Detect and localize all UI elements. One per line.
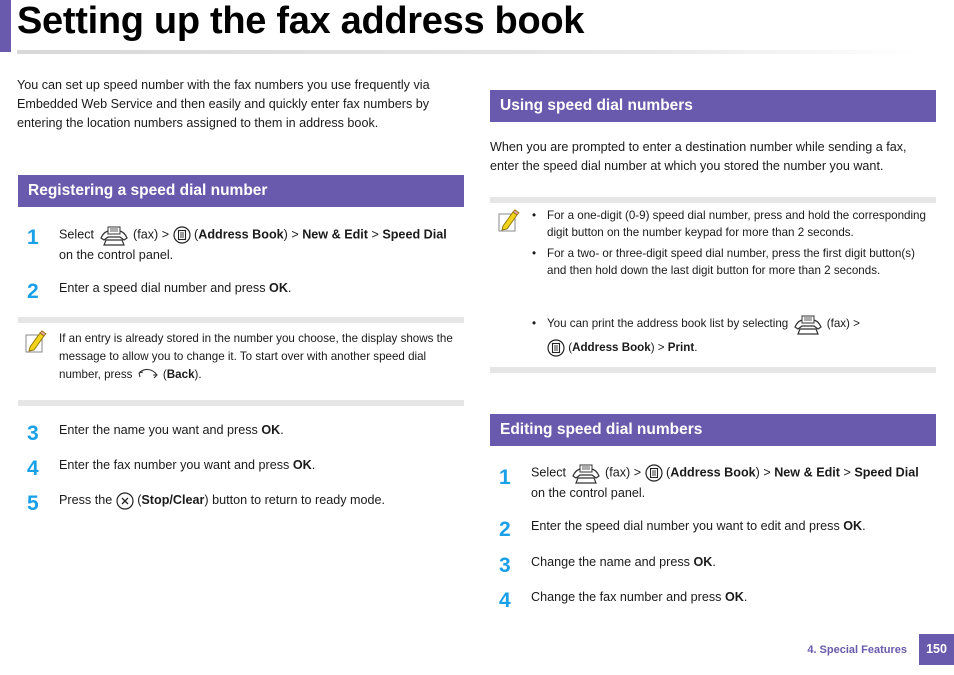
- using-paragraph: When you are prompted to enter a destination number while sending a fax, enter the speed dial number at which you stored the number you want.: [490, 140, 907, 173]
- using-bullet-list: [532, 207, 936, 283]
- list-item: • For a two- or three-digit speed dial number, press the first digit button(s) and then hold down the last digit button for more than 2 seconds.: [532, 245, 936, 279]
- address-book-icon: [173, 226, 191, 244]
- step-number: 1: [27, 226, 39, 249]
- edit-step-1-text: Select (fax) > (Address Book) > New & Edit > Speed Dial on the control panel.: [531, 462, 936, 502]
- fax-icon: [570, 462, 602, 484]
- section-header-editing: Editing speed dial numbers: [490, 414, 936, 446]
- edit-step-4-text: Change the fax number and press OK.: [531, 590, 748, 604]
- footer-chapter-label: 4. Special Features: [807, 644, 907, 656]
- edit-step-2-text: Enter the speed dial number you want to edit and press OK.: [531, 519, 866, 533]
- step-number: 2: [27, 280, 39, 303]
- print-bullet-list: [532, 312, 936, 364]
- page-title: Setting up the fax address book: [17, 0, 585, 42]
- edit-step-3-text: Change the name and press OK.: [531, 555, 716, 569]
- register-note-text: If an entry is already stored in the number you choose, the display shows the message to allow you to change it. To start over with another speed dial number, press (Back).: [59, 332, 453, 381]
- address-book-icon: [547, 339, 565, 357]
- register-step-2-text: Enter a speed dial number and press OK.: [59, 281, 292, 295]
- page-number-badge: 150: [919, 634, 954, 665]
- section-header-registering: Registering a speed dial number: [18, 175, 464, 207]
- register-step-3-text: Enter the name you want and press OK.: [59, 423, 284, 437]
- register-step-1-text: Select (fax) > (Address Book) > New & Edit > Speed Dial on the control panel.: [59, 224, 464, 264]
- step-number: 4: [499, 589, 511, 612]
- title-divider: [17, 50, 917, 54]
- list-item: • For a one-digit (0-9) speed dial number, press and hold the corresponding digit button on the number keypad for more than 2 seconds.: [532, 207, 936, 241]
- step-number: 2: [499, 518, 511, 541]
- fax-icon: [792, 313, 824, 335]
- section-header-using: Using speed dial numbers: [490, 90, 936, 122]
- title-accent-bar: [0, 0, 11, 52]
- note-pencil-icon: [25, 330, 47, 354]
- fax-icon: [98, 224, 130, 246]
- stop-clear-icon: [116, 492, 134, 510]
- register-step-4-text: Enter the fax number you want and press OK.: [59, 458, 316, 472]
- step-number: 3: [27, 422, 39, 445]
- list-item: • You can print the address book list by selecting (fax) > (Address Book) > Print.: [532, 312, 936, 360]
- step-number: 1: [499, 466, 511, 489]
- intro-paragraph: You can set up speed number with the fax numbers you use frequently via Embedded Web Service and then easily and quickly enter fax numbers by entering the location numbers assigned to them in address book.: [17, 78, 430, 130]
- step-number: 3: [499, 554, 511, 577]
- step-number: 5: [27, 492, 39, 515]
- note-pencil-icon: [498, 209, 520, 233]
- step-number: 4: [27, 457, 39, 480]
- register-step-5-text: Press the (Stop/Clear) button to return to ready mode.: [59, 491, 464, 510]
- address-book-icon: [645, 464, 663, 482]
- back-icon: [136, 367, 160, 383]
